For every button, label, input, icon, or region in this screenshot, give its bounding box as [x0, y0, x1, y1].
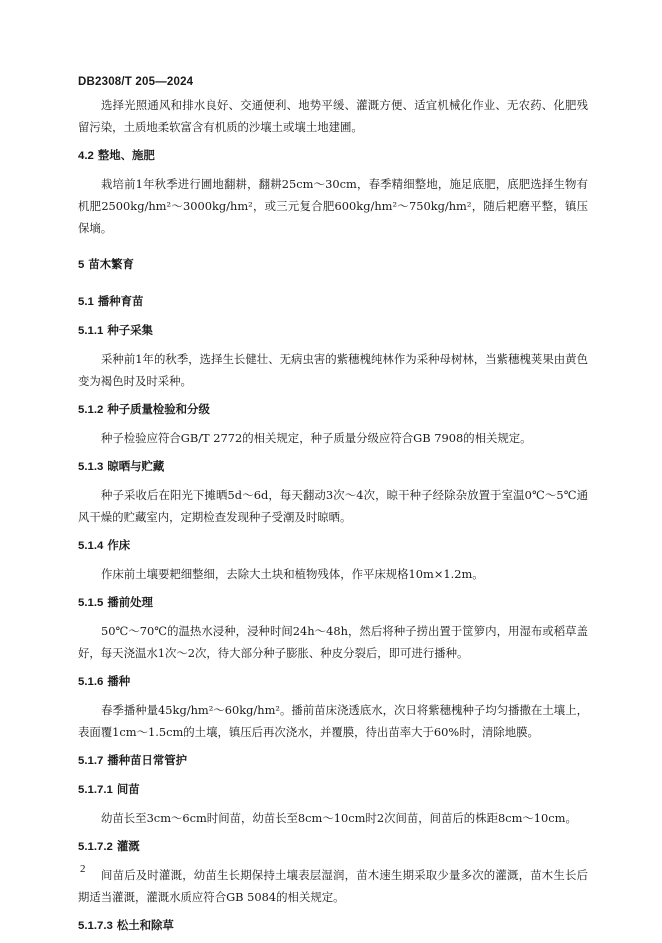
clause-number: 5	[78, 259, 85, 271]
clause-heading	[78, 398, 588, 421]
paragraph: 种子检验应符合GB/T 2772的相关规定，种子质量分级应符合GB 7908的相关规定。	[101, 431, 532, 445]
paragraph: 采种前1年的秋季，选择生长健壮、无病虫害的紫穗槐纯林作为采种母树林，当紫穗槐荚果由黄色变为褐色时及时采种。	[78, 352, 588, 388]
clause-title: 晾晒与贮藏	[107, 459, 165, 473]
clause-title: 播种苗日常管护	[107, 753, 188, 767]
clause-heading	[78, 290, 588, 313]
clause-title: 播种育苗	[97, 294, 144, 308]
paragraph: 种子采收后在阳光下摊晒5d～6d，每天翻动3次～4次，晾干种子经除杂放置于室温0℃～5℃通风干燥的贮藏室内，定期检查发现种子受潮及时晾晒。	[78, 488, 588, 524]
clause-title: 播种	[107, 674, 131, 688]
clause-number: 5.1.7.2	[78, 841, 113, 853]
clause-title: 作床	[107, 538, 131, 552]
standard-code: DB2308/T 205—2024	[78, 76, 194, 88]
clause-number: 5.1.7.1	[78, 784, 113, 796]
clause-heading	[78, 835, 588, 858]
clause-number: 5.1.4	[78, 540, 104, 552]
clause-title: 播前处理	[107, 595, 153, 609]
paragraph: 栽培前1年秋季进行圃地翻耕，翻耕25cm～30cm，春季精细整地，施足底肥，底肥选择生物有机肥2500kg/hm²～3000kg/hm²，或三元复合肥600kg/hm²～750kg/hm²，随后耙磨平整，镇压保墒。	[78, 177, 588, 235]
clause-heading	[78, 319, 588, 342]
clause-heading	[78, 670, 588, 693]
section-heading	[78, 253, 588, 276]
clause-title: 种子质量检验和分级	[107, 402, 210, 416]
paragraph: 春季播种量45kg/hm²～60kg/hm²。播前苗床浇透底水，次日将紫穗槐种子均匀播撒在土壤上，表面覆1cm～1.5cm的土壤，镇压后再次浇水，并覆膜，待出苗率大于60%时，清除地膜。	[78, 703, 588, 739]
page-number: 2	[80, 863, 86, 875]
paragraph: 幼苗长至3cm～6cm时间苗，幼苗长至8cm～10cm时2次间苗，间苗后的株距8cm～10cm。	[101, 811, 577, 825]
clause-number: 5.1.1	[78, 325, 104, 337]
paragraph: 作床前土壤要耙细整细，去除大土块和植物残体，作平床规格10m×1.2m。	[101, 567, 484, 581]
clause-number: 5.1.3	[78, 461, 104, 473]
clause-heading	[78, 778, 588, 801]
document-body	[78, 94, 588, 943]
clause-title: 间苗	[116, 782, 140, 796]
paragraph: 50℃～70℃的温热水浸种，浸种时间24h～48h，然后将种子捞出置于筐箩内，用湿布或稻草盖好，每天浇温水1次～2次，待大部分种子膨胀、种皮分裂后，即可进行播种。	[78, 624, 588, 660]
paragraph: 选择光照通风和排水良好、交通便利、地势平缓、灌溉方便、适宜机械化作业、无农药、化肥残留污染，土质地柔软富含有机质的沙壤土或壤土地建圃。	[78, 98, 588, 134]
clause-title: 苗木繁育	[88, 257, 134, 271]
clause-heading	[78, 534, 588, 557]
clause-heading	[78, 749, 588, 772]
clause-number: 5.1.2	[78, 404, 104, 416]
clause-number: 5.1	[78, 296, 94, 308]
clause-heading	[78, 144, 588, 167]
clause-heading	[78, 914, 588, 937]
clause-number: 5.1.7.3	[78, 920, 113, 932]
clause-number: 5.1.7	[78, 755, 104, 767]
clause-heading	[78, 455, 588, 478]
clause-title: 灌溉	[116, 839, 140, 853]
paragraph: 间苗后及时灌溉，幼苗生长期保持土壤表层湿润，苗木速生期采取少量多次的灌溉，苗木生长后期适当灌溉，灌溉水质应符合GB 5084的相关规定。	[78, 868, 588, 904]
clause-title: 整地、施肥	[97, 148, 155, 162]
clause-heading	[78, 591, 588, 614]
clause-title: 松土和除草	[116, 918, 174, 932]
clause-number: 5.1.5	[78, 597, 104, 609]
clause-title: 种子采集	[107, 323, 153, 337]
clause-number: 4.2	[78, 150, 94, 162]
clause-number: 5.1.6	[78, 676, 104, 688]
